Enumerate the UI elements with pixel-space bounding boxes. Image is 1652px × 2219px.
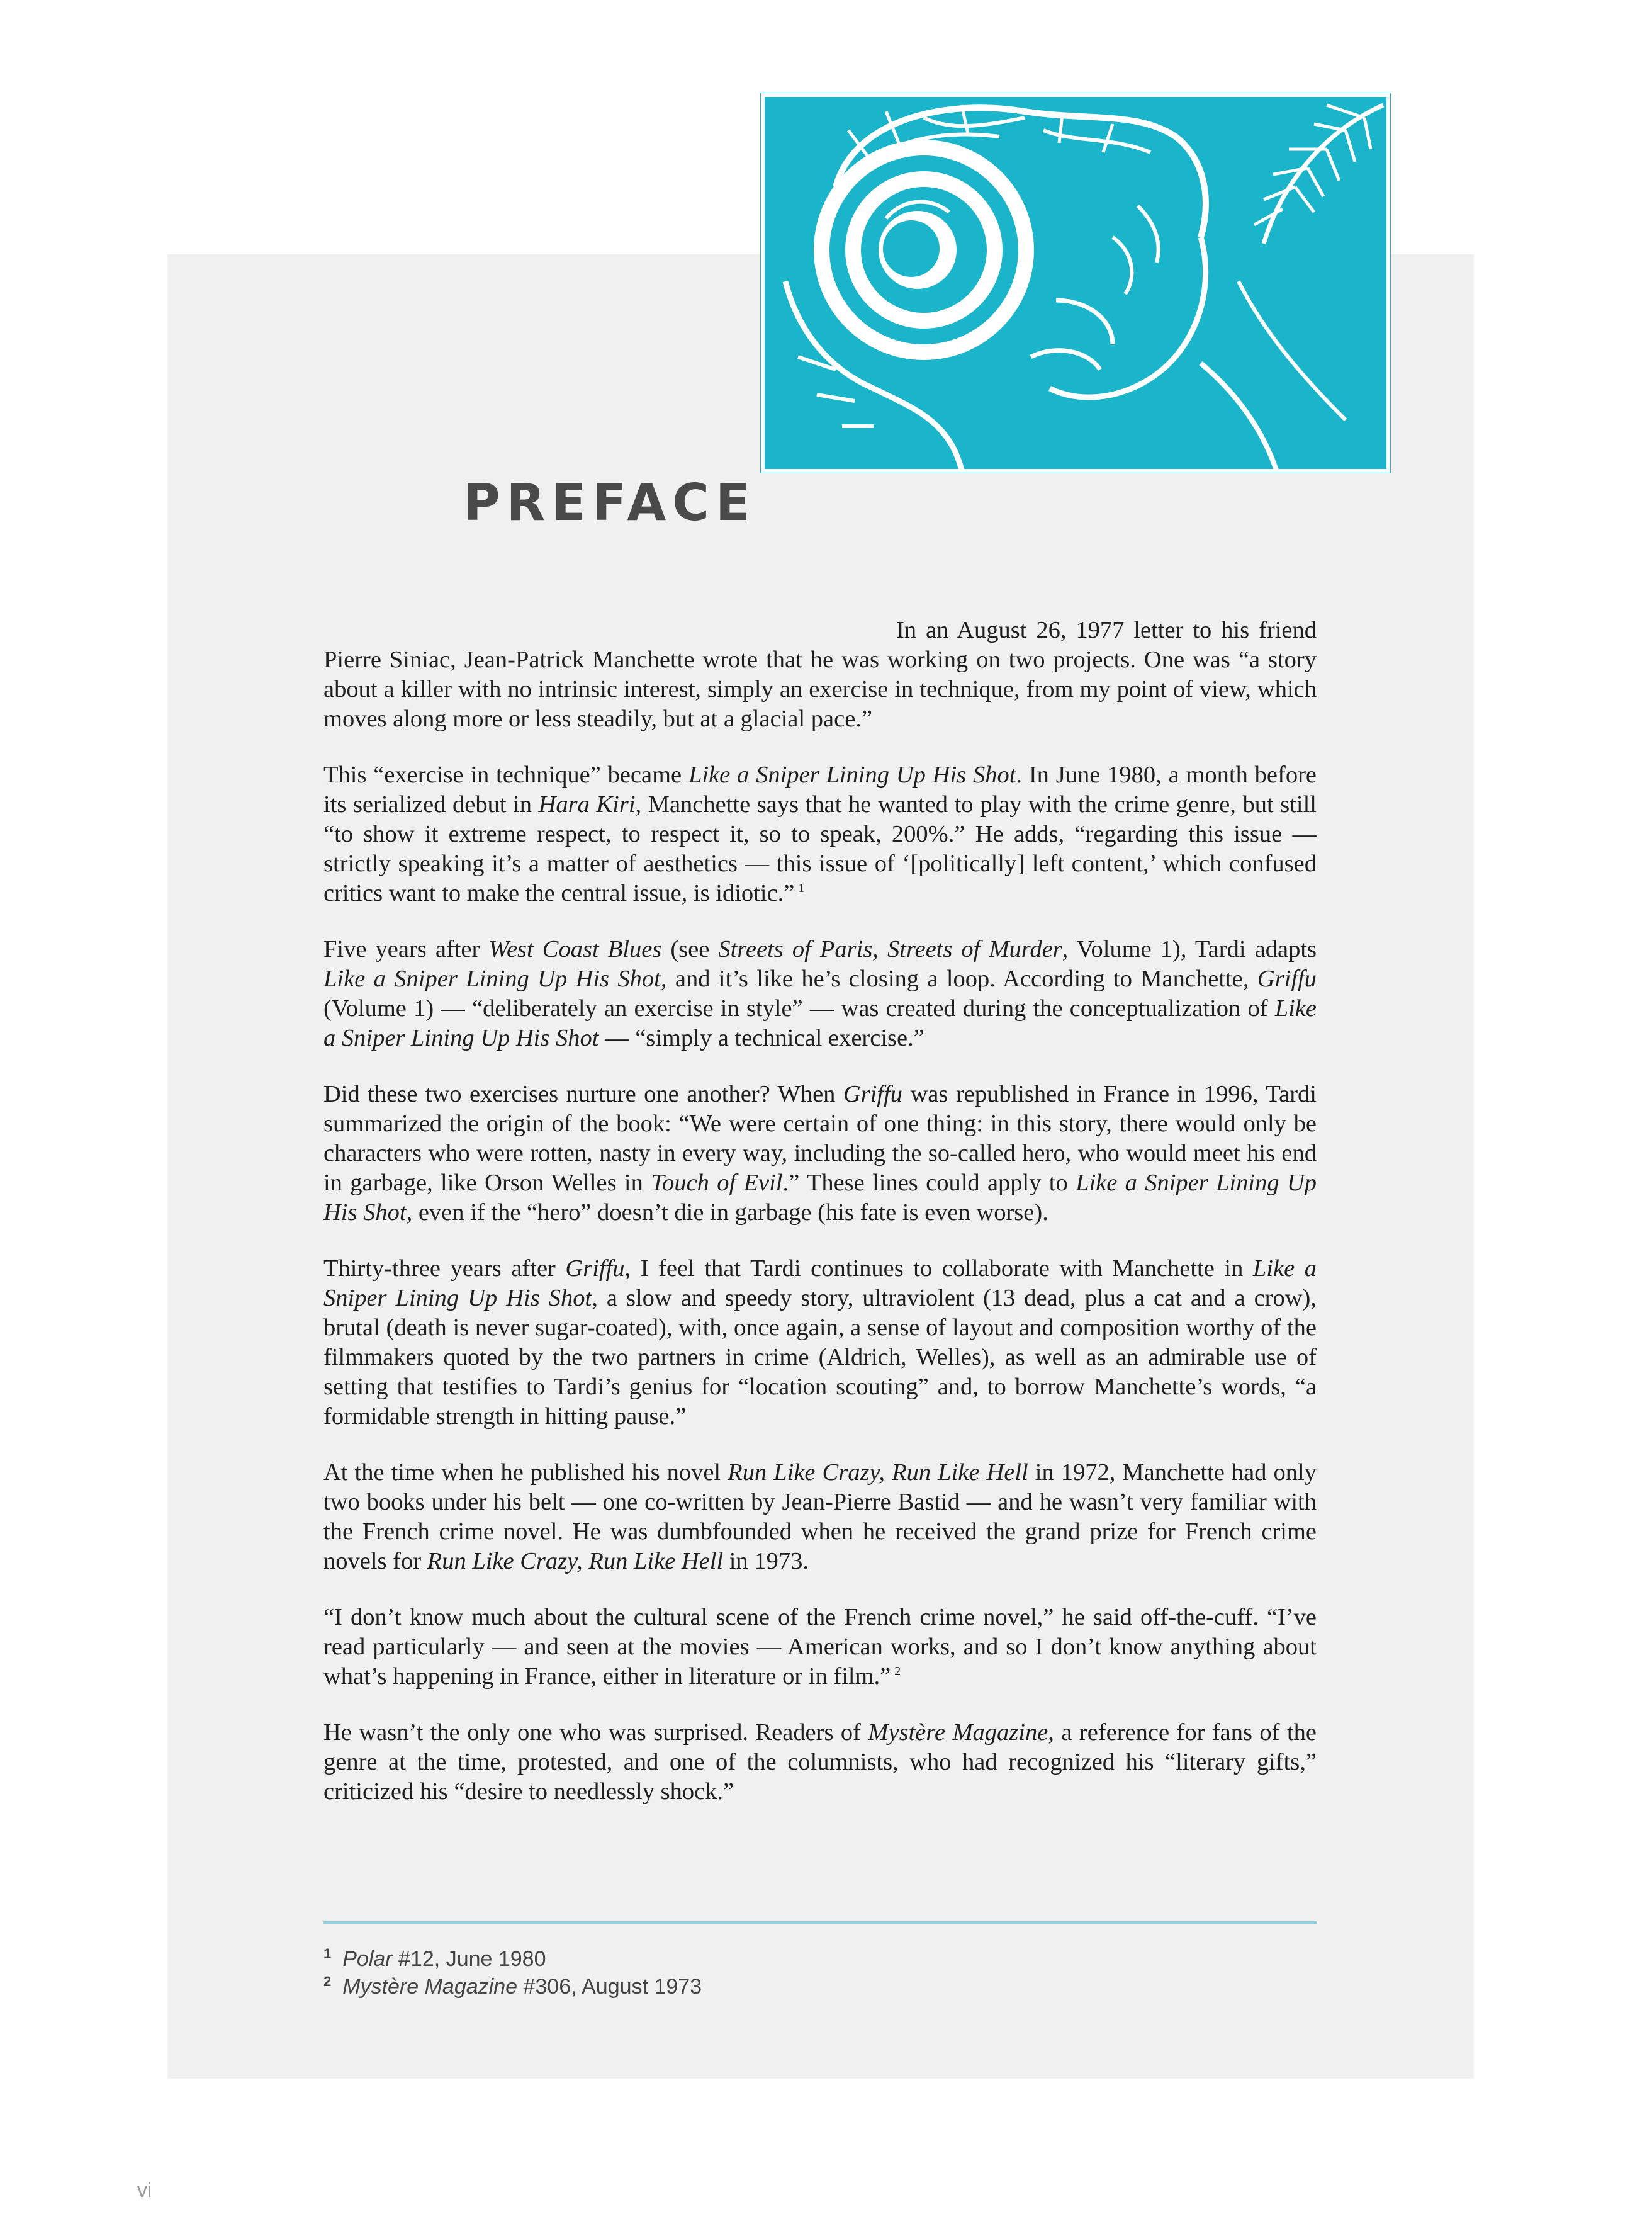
paragraph-text: , a slow and speedy story, ultraviolent (13 dead, plus a cat and a crow), brutal (death is never sugar-coated), with, once again, a sense of layout and composition worthy of the filmmakers quoted by the two partners in crime (Aldrich, Welles), as well as an admirable use of setting that testifies to Tardi’s genius for “location scouting” and, to borrow Manchette’s words, “a formidable strength in hitting pause.” (323, 1285, 1317, 1430)
paragraph-text: in 1973. (723, 1548, 809, 1574)
paragraph-text: “I don’t know much about the cultural scene of the French crime novel,” he said off-the-cuff. “I’ve read particularly — and seen at the movies — American works, and so I don’t know anything about what’s happening in France, either in literature or in film.” (323, 1604, 1317, 1690)
magazine-title: Hara Kiri (538, 791, 636, 818)
paragraph-text: .” These lines could apply to (782, 1170, 1076, 1196)
paragraph-text: , Volume 1), Tardi adapts (1062, 936, 1317, 963)
paragraph-text: , and it’s like he’s closing a loop. According to Manchette, (660, 966, 1257, 992)
paragraph-text: (see (661, 936, 719, 963)
footnote-1 (323, 1945, 1317, 1973)
paragraph-text: Thirty-three years after (323, 1255, 566, 1282)
paragraph-text: was republished in France in 1996, Tardi summarized the origin of the book: “We were certain of one thing: in this story, there would only be characters who were rotten, nasty in every way, including the so-called hero, who would meet his end in garbage, like Orson Welles in (323, 1081, 1317, 1196)
paragraph-text: , Manchette says that he wanted to play with the crime genre, but still “to show it extreme respect, to respect it, so to speak, 200%.” He adds, “regarding this issue — strictly speaking it’s a matter of aesthetics — this issue of ‘[politically] left content,’ which confused critics want to make the central issue, is idiotic.” (323, 791, 1317, 906)
paragraph-2 (323, 760, 1317, 908)
footnote-marker: 1 (798, 881, 805, 896)
preface-body (323, 616, 1317, 1833)
paragraph-8 (323, 1718, 1317, 1807)
man-with-camera-illustration (760, 93, 1391, 473)
book-title: Run Like Crazy, Run Like Hell (728, 1459, 1028, 1486)
paragraph-6 (323, 1458, 1317, 1576)
book-title: Griffu (565, 1255, 625, 1282)
footnote-marker: 2 (894, 1664, 901, 1679)
paragraph-1 (323, 616, 1317, 734)
book-title: Like a Sniper Lining Up His Shot (323, 995, 1317, 1051)
paragraph-text: He wasn’t the only one who was surprised. Readers of (323, 1719, 868, 1746)
book-title: Streets of Paris, Streets of Murder (718, 936, 1062, 963)
paragraph-text: This “exercise in technique” became (323, 762, 688, 788)
paragraph-text: In an August 26, 1977 letter to his friend Pierre Siniac, Jean-Patrick Manchette wrote that he was working on two projects. One was “a story about a killer with no intrinsic interest, simply an exercise in technique, from my point of view, which moves along more or less steadily, but at a glacial pace.” (323, 617, 1317, 732)
footnote-number: 1 (323, 1945, 332, 1962)
paragraph-text: in 1972, Manchette had only two books under his belt — one co-written by Jean-Pierre Bastid — and he wasn’t very familiar with the French crime novel. He was dumbfounded when he received the grand prize for French crime novels for (323, 1459, 1317, 1574)
paragraph-text: Did these two exercises nurture one another? When (323, 1081, 843, 1107)
book-title: Like a Sniper Lining Up His Shot (323, 1255, 1317, 1311)
footnote-text: #306, August 1973 (517, 1975, 702, 1999)
film-title: Touch of Evil (651, 1170, 783, 1196)
footnote-2 (323, 1973, 1317, 2001)
book-title: Like a Sniper Lining Up His Shot (688, 762, 1016, 788)
footnote-divider (323, 1921, 1317, 1924)
paragraph-3 (323, 935, 1317, 1053)
book-title: Griffu (843, 1081, 903, 1107)
paragraph-text: , a reference for fans of the genre at the time, protested, and one of the columnists, who had recognized his “literary gifts,” criticized his “desire to needlessly shock.” (323, 1719, 1317, 1805)
paragraph-text: (Volume 1) — “deliberately an exercise in style” — was created during the conceptualization of (323, 995, 1275, 1022)
paragraph-7 (323, 1603, 1317, 1691)
paragraph-text: Five years after (323, 936, 489, 963)
footnotes (323, 1945, 1317, 2001)
page-title: PREFACE (463, 473, 756, 532)
book-title: West Coast Blues (488, 936, 662, 963)
footnote-title: Polar (342, 1947, 393, 1971)
paragraph-text: , even if the “hero” doesn’t die in garbage (his fate is even worse). (406, 1199, 1048, 1226)
paragraph-5 (323, 1254, 1317, 1431)
book-title: Like a Sniper Lining Up His Shot (323, 966, 661, 992)
footnote-title: Mystère Magazine (342, 1975, 518, 1999)
footnote-number: 2 (323, 1973, 332, 1989)
paragraph-text: — “simply a technical exercise.” (598, 1025, 924, 1051)
paragraph-text: , I feel that Tardi continues to collaborate with Manchette in (624, 1255, 1253, 1282)
magazine-title: Mystère Magazine (868, 1719, 1048, 1746)
paragraph-text: . In June 1980, a month before its serialized debut in (323, 762, 1317, 818)
book-title: Like a Sniper Lining Up His Shot (323, 1170, 1317, 1226)
page-number: vi (137, 2179, 152, 2201)
book-title: Griffu (1257, 966, 1317, 992)
footnote-text: #12, June 1980 (392, 1947, 546, 1971)
book-title: Run Like Crazy, Run Like Hell (427, 1548, 724, 1574)
camera-lens-icon (760, 93, 1391, 473)
paragraph-4 (323, 1080, 1317, 1228)
paragraph-text: At the time when he published his novel (323, 1459, 728, 1486)
